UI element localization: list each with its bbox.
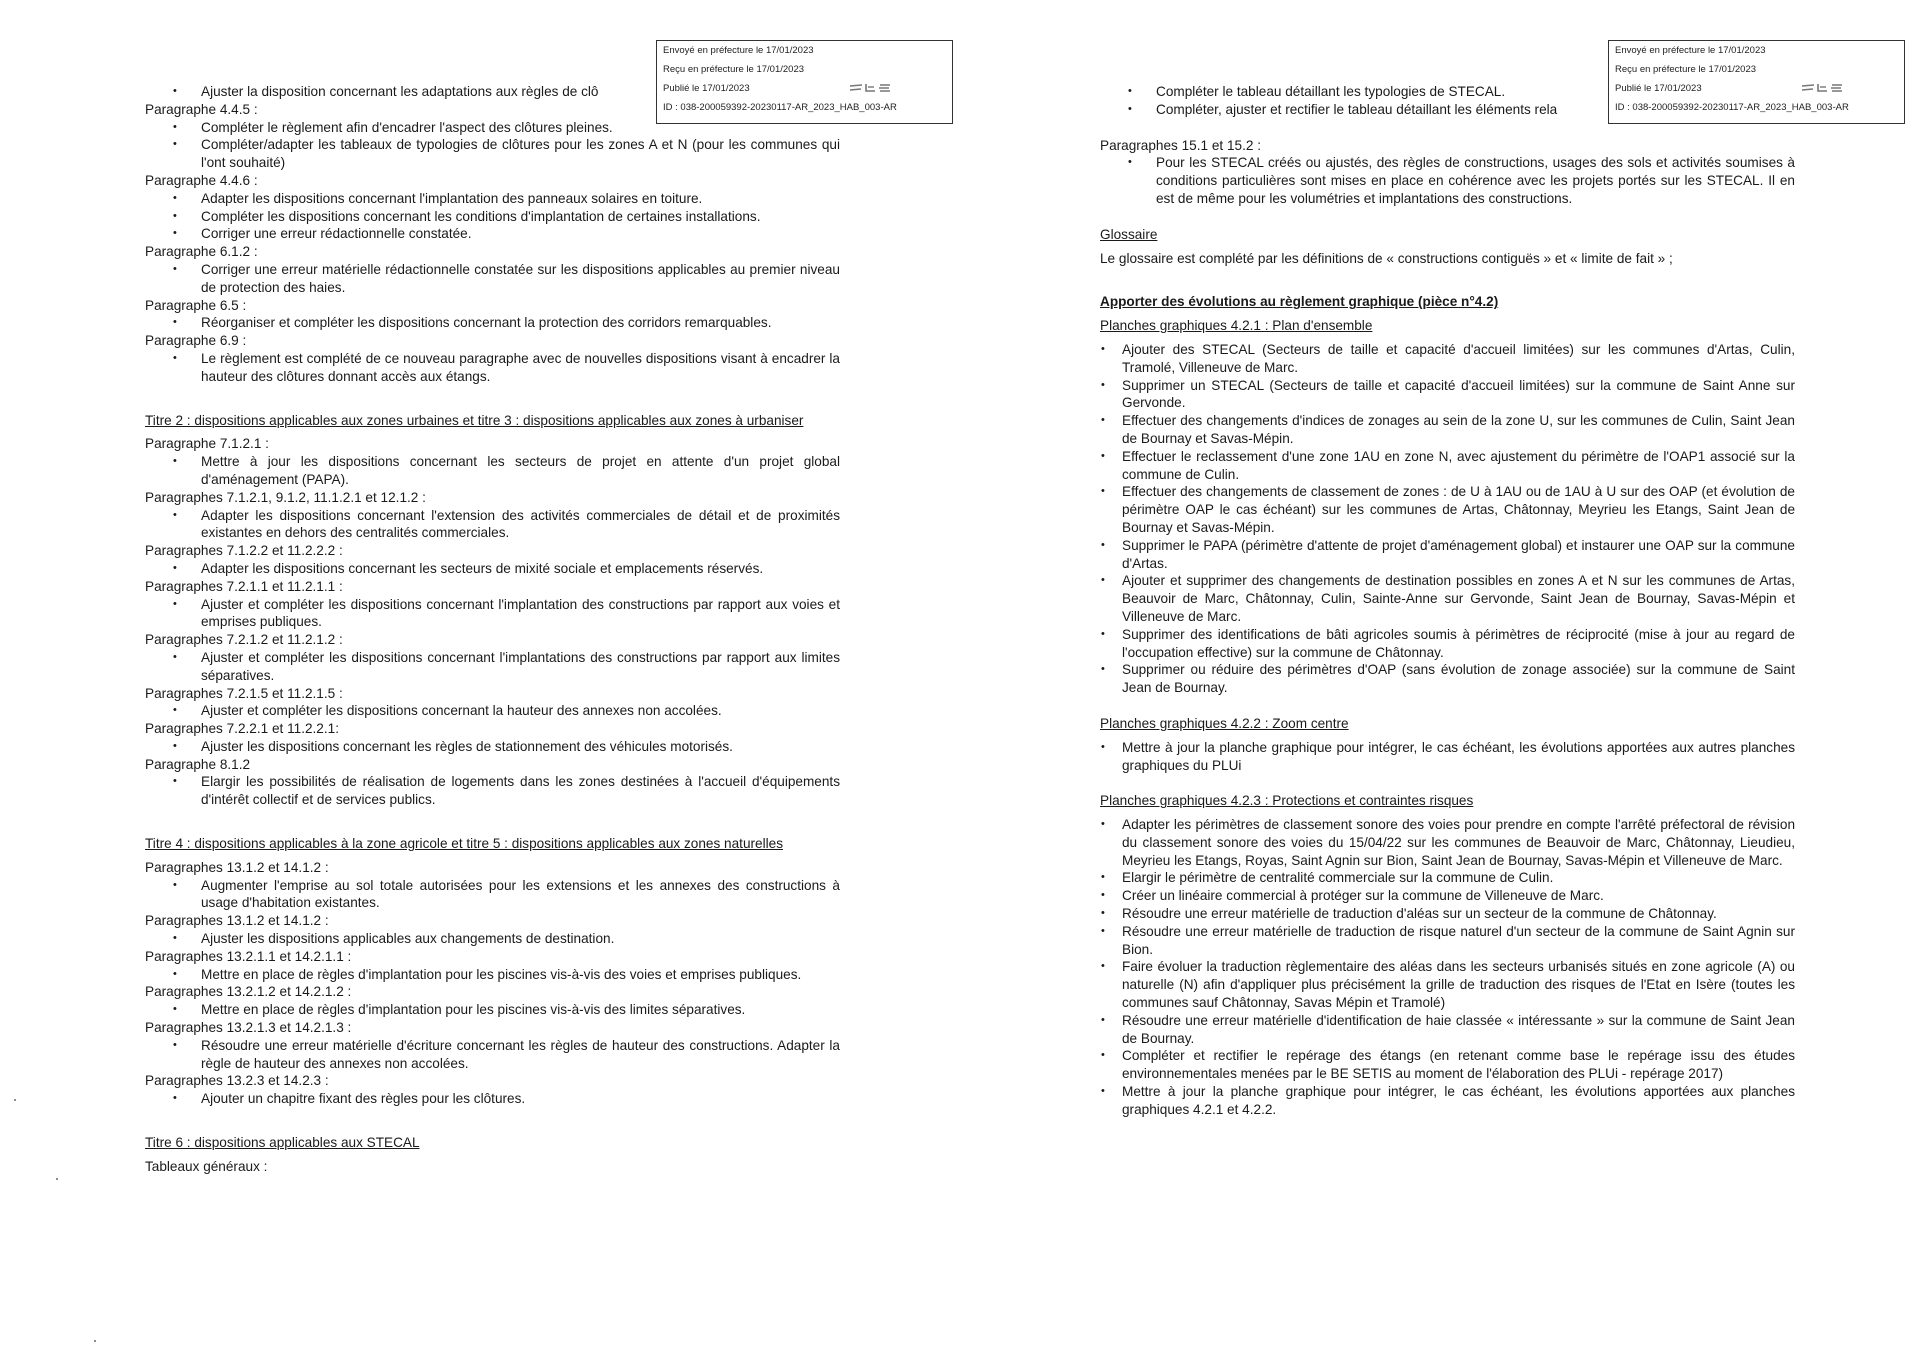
paragraph-heading: Paragraphes 7.2.1.2 et 11.2.1.2 : bbox=[145, 632, 343, 648]
glossaire-title: Glossaire bbox=[1100, 226, 1158, 242]
stamp-envoye: Envoyé en préfecture le 17/01/2023 bbox=[663, 45, 814, 56]
bullet-list bbox=[145, 877, 840, 913]
slo-logo-icon bbox=[1800, 82, 1844, 94]
bullet-list bbox=[145, 649, 840, 685]
list-item: • Mettre en place de règles d'implantation pour les piscines vis-à-vis des limites séparatives. bbox=[145, 1001, 840, 1019]
list-item: • Résoudre une erreur matérielle d'écriture concernant les règles de hauteur des constructions. Adapter la règle de hauteur des annexes non accolées. bbox=[145, 1037, 840, 1073]
list-item: • Corriger une erreur matérielle rédactionnelle constatée sur les dispositions applicables au premier niveau de protection des haies. bbox=[145, 261, 840, 297]
planche-423-title: Planches graphiques 4.2.3 : Protections et contraintes risques bbox=[1100, 793, 1474, 809]
paragraph-heading: Paragraphes 7.1.2.1, 9.1.2, 11.1.2.1 et 12.1.2 : bbox=[145, 489, 426, 505]
list-item: • Ajouter et supprimer des changements de destination possibles en zones A et N sur les communes de Artas, Beauvoir de Marc, Châtonnay, Culin, Sainte-Anne sur Gervonde, Saint Jean de Bournay, Savas-Mépin et Villeneuve de Marc. bbox=[1100, 572, 1795, 625]
list-item: • Mettre en place de règles d'implantation pour les piscines vis-à-vis des voies et emprises publiques. bbox=[145, 966, 840, 984]
list-item: • Effectuer le reclassement d'une zone 1AU en zone N, avec ajustement du périmètre de l'OAP1 associé sur la commune de Culin. bbox=[1100, 448, 1795, 484]
list-item: • Le règlement est complété de ce nouveau paragraphe avec de nouvelles dispositions visant à encadrer la hauteur des clôtures donnant accès aux étangs. bbox=[145, 350, 840, 386]
list-item: • Ajuster la disposition concernant les adaptations aux règles de clô bbox=[145, 83, 840, 101]
list-item: • Supprimer un STECAL (Secteurs de taille et capacité d'accueil limitées) sur la commune de Saint Anne sur Gervonde. bbox=[1100, 377, 1795, 413]
paragraph-heading: Paragraphes 7.1.2.2 et 11.2.2.2 : bbox=[145, 543, 343, 559]
bullet-list bbox=[1100, 739, 1795, 775]
list-item: • Adapter les dispositions concernant les secteurs de mixité sociale et emplacements réservés. bbox=[145, 560, 840, 578]
paragraph-heading: Paragraphes 15.1 et 15.2 : bbox=[1100, 137, 1261, 153]
list-item: • Adapter les périmètres de classement sonore des voies pour prendre en compte l'arrêté préfectoral de révision du classement sonore des voies du 15/04/22 sur les communes de Beauvoir de Marc, Châtonnay, Lieudieu, Meyrieu les Etangs, Royas, Saint Agnin sur Bion, Saint Jean de Bournay, Savas-Mépin et Villeneuve de Marc. bbox=[1100, 816, 1795, 869]
list-item: • Compléter le règlement afin d'encadrer l'aspect des clôtures pleines. bbox=[145, 119, 840, 137]
planche-421-title: Planches graphiques 4.2.1 : Plan d'ensemble bbox=[1100, 318, 1373, 334]
list-item: • Ajouter un chapitre fixant des règles pour les clôtures. bbox=[145, 1090, 840, 1108]
bullet-list bbox=[145, 702, 840, 720]
paragraph-heading: Paragraphe 4.4.6 : bbox=[145, 172, 258, 188]
list-item: • Corriger une erreur rédactionnelle constatée. bbox=[145, 225, 840, 243]
stamp-id: ID : 038-200059392-20230117-AR_2023_HAB_003-AR bbox=[1615, 102, 1849, 113]
planche-422-title: Planches graphiques 4.2.2 : Zoom centre bbox=[1100, 715, 1349, 731]
glossaire-text: Le glossaire est complété par les définitions de « constructions contiguës » et « limite de fait » ; bbox=[1100, 250, 1673, 266]
list-item: • Ajuster et compléter les dispositions concernant l'implantations des constructions par rapport aux limites séparatives. bbox=[145, 649, 840, 685]
list-item: • Adapter les dispositions concernant l'extension des activités commerciales de détail et de proximités existantes en dehors des centralités commerciales. bbox=[145, 507, 840, 543]
bullet-list bbox=[145, 119, 840, 172]
bullet-list bbox=[145, 190, 840, 243]
list-item: • Compléter le tableau détaillant les typologies de STECAL. bbox=[1100, 83, 1795, 101]
bullet-list bbox=[145, 596, 840, 632]
stamp-publie: Publié le 17/01/2023 bbox=[663, 83, 750, 94]
list-item: • Ajuster les dispositions applicables aux changements de destination. bbox=[145, 930, 840, 948]
section-title-titre-4: Titre 4 : dispositions applicables à la zone agricole et titre 5 : dispositions applicables aux zones naturelles bbox=[145, 836, 784, 852]
list-item: • Adapter les dispositions concernant l'implantation des panneaux solaires en toiture. bbox=[145, 190, 840, 208]
bullet-list bbox=[145, 507, 840, 543]
list-item: • Résoudre une erreur matérielle d'identification de haie classée « intéressante » sur la commune de Saint Jean de Bournay. bbox=[1100, 1012, 1795, 1048]
bullet-list bbox=[145, 966, 840, 984]
list-item: • Augmenter l'emprise au sol totale autorisées pour les extensions et les annexes des constructions à usage d'habitation existantes. bbox=[145, 877, 840, 913]
paragraph-heading: Paragraphe 6.5 : bbox=[145, 297, 247, 313]
list-item: • Compléter, ajuster et rectifier le tableau détaillant les éléments rela bbox=[1100, 101, 1795, 119]
bullet-list bbox=[145, 261, 840, 297]
bullet-list bbox=[145, 453, 840, 489]
left-column bbox=[145, 83, 840, 1176]
stamp-publie: Publié le 17/01/2023 bbox=[1615, 83, 1702, 94]
bullet-list bbox=[145, 350, 840, 386]
paragraph-heading: Paragraphes 7.2.2.1 et 11.2.2.1: bbox=[145, 721, 339, 737]
list-item: • Mettre à jour les dispositions concernant les secteurs de projet en attente d'un projet global d'aménagement (PAPA). bbox=[145, 453, 840, 489]
scan-speck bbox=[14, 1099, 16, 1101]
section-title-titre-6: Titre 6 : dispositions applicables aux STECAL bbox=[145, 1135, 420, 1151]
prefecture-stamp bbox=[656, 40, 953, 124]
list-item: • Faire évoluer la traduction règlementaire des aléas dans les secteurs urbanisés situés en zone agricole (A) ou naturelle (N) afin d'appliquer plus précisément la grille de traduction des risques de l'Etat en Isère (toutes les communes sauf Châtonnay, Savas Mépin et Tramolé) bbox=[1100, 958, 1795, 1011]
list-item: • Effectuer des changements de classement de zones : de U à 1AU ou de 1AU à U sur des OAP (et évolution de périmètre OAP le cas échéant) sur les communes de Artas, Châtonnay, Meyrieu les Etangs, Saint Jean de Bournay et Savas-Mépin. bbox=[1100, 483, 1795, 536]
bullet-list bbox=[145, 314, 840, 332]
list-item: • Résoudre une erreur matérielle de traduction de risque naturel d'un secteur de la commune de Saint Agnin sur Bion. bbox=[1100, 923, 1795, 959]
list-item: • Compléter et rectifier le repérage des étangs (en retenant comme base le repérage issu des études environnementales menées par le BE SETIS au moment de l'élaboration des PLUi - repérage 2017) bbox=[1100, 1047, 1795, 1083]
paragraph-heading: Paragraphes 13.2.1.2 et 14.2.1.2 : bbox=[145, 984, 352, 1000]
list-item: • Supprimer des identifications de bâti agricoles soumis à périmètres de réciprocité (mise à jour au regard de l'occupation effective) sur la commune de Châtonnay. bbox=[1100, 626, 1795, 662]
scan-speck bbox=[94, 1340, 96, 1342]
bullet-list bbox=[1100, 154, 1795, 207]
paragraph-heading: Paragraphes 7.2.1.5 et 11.2.1.5 : bbox=[145, 685, 343, 701]
prefecture-stamp bbox=[1608, 40, 1905, 124]
paragraph-heading: Paragraphe 6.1.2 : bbox=[145, 244, 258, 260]
list-item: • Effectuer des changements d'indices de zonages au sein de la zone U, sur les communes de Culin, Saint Jean de Bournay et Savas-Mépin. bbox=[1100, 412, 1795, 448]
list-item: • Supprimer le PAPA (périmètre d'attente de projet d'aménagement global) et instaurer une OAP sur la commune d'Artas. bbox=[1100, 537, 1795, 573]
paragraph-heading: Paragraphe 4.4.5 : bbox=[145, 101, 258, 117]
list-item: • Réorganiser et compléter les dispositions concernant la protection des corridors remarquables. bbox=[145, 314, 840, 332]
stamp-envoye: Envoyé en préfecture le 17/01/2023 bbox=[1615, 45, 1766, 56]
main-section-title: Apporter des évolutions au règlement graphique (pièce n°4.2) bbox=[1100, 294, 1499, 310]
list-item: • Compléter/adapter les tableaux de typologies de clôtures pour les zones A et N (pour les communes qui l'ont souhaité) bbox=[145, 136, 840, 172]
list-item: • Ajuster les dispositions concernant les règles de stationnement des véhicules motorisés. bbox=[145, 738, 840, 756]
bullet-list bbox=[145, 1090, 840, 1108]
list-item: • Pour les STECAL créés ou ajustés, des règles de constructions, usages des sols et activités soumises à conditions particulières sont mises en place en cohérence avec les projets portés sur les STECAL. Il en est de même pour les volumétries et implantations des constructions. bbox=[1100, 154, 1795, 207]
bullet-list bbox=[145, 773, 840, 809]
tableaux-heading: Tableaux généraux : bbox=[145, 1158, 268, 1174]
list-item: • Elargir les possibilités de réalisation de logements dans les zones destinées à l'accueil d'équipements d'intérêt collectif et de services publics. bbox=[145, 773, 840, 809]
bullet-list bbox=[145, 930, 840, 948]
paragraph-heading: Paragraphes 13.1.2 et 14.1.2 : bbox=[145, 913, 329, 929]
list-item: • Mettre à jour la planche graphique pour intégrer, le cas échéant, les évolutions apportées aux autres planches graphiques du PLUi bbox=[1100, 739, 1795, 775]
paragraph-heading: Paragraphe 6.9 : bbox=[145, 333, 247, 349]
list-item: • Elargir le périmètre de centralité commerciale sur la commune de Culin. bbox=[1100, 869, 1795, 887]
paragraph-heading: Paragraphes 13.2.1.3 et 14.2.1.3 : bbox=[145, 1020, 352, 1036]
bullet-list bbox=[1100, 816, 1795, 1119]
bullet-list bbox=[145, 1001, 840, 1019]
slo-logo-icon bbox=[848, 82, 892, 94]
right-column bbox=[1100, 83, 1795, 1119]
list-item: • Ajouter des STECAL (Secteurs de taille et capacité d'accueil limitées) sur les communes d'Artas, Culin, Tramolé, Villeneuve de Marc. bbox=[1100, 341, 1795, 377]
list-item: • Supprimer ou réduire des périmètres d'OAP (sans évolution de zonage associée) sur la commune de Saint Jean de Bournay. bbox=[1100, 661, 1795, 697]
stamp-recu: Reçu en préfecture le 17/01/2023 bbox=[1615, 64, 1757, 75]
paragraph-heading: Paragraphes 13.1.2 et 14.1.2 : bbox=[145, 859, 329, 875]
bullet-list bbox=[145, 738, 840, 756]
list-item: • Compléter les dispositions concernant les conditions d'implantation de certaines installations. bbox=[145, 208, 840, 226]
paragraph-heading: Paragraphe 7.1.2.1 : bbox=[145, 436, 269, 452]
paragraph-heading: Paragraphes 13.2.1.1 et 14.2.1.1 : bbox=[145, 948, 352, 964]
bullet-list bbox=[145, 1037, 840, 1073]
list-item: • Ajuster et compléter les dispositions concernant la hauteur des annexes non accolées. bbox=[145, 702, 840, 720]
stamp-id: ID : 038-200059392-20230117-AR_2023_HAB_003-AR bbox=[663, 102, 897, 113]
paragraph-heading: Paragraphe 8.1.2 bbox=[145, 756, 251, 772]
stamp-recu: Reçu en préfecture le 17/01/2023 bbox=[663, 64, 805, 75]
list-item: • Ajuster et compléter les dispositions concernant l'implantation des constructions par rapport aux voies et emprises publiques. bbox=[145, 596, 840, 632]
bullet-list bbox=[1100, 341, 1795, 697]
section-title-titre-2: Titre 2 : dispositions applicables aux zones urbaines et titre 3 : dispositions applicables aux zones à urbaniser bbox=[145, 412, 804, 428]
list-item: • Résoudre une erreur matérielle de traduction d'aléas sur un secteur de la commune de Châtonnay. bbox=[1100, 905, 1795, 923]
list-item: • Mettre à jour la planche graphique pour intégrer, le cas échéant, les évolutions apportées aux planches graphiques 4.2.1 et 4.2.2. bbox=[1100, 1083, 1795, 1119]
scan-speck bbox=[56, 1178, 58, 1180]
paragraph-heading: Paragraphes 7.2.1.1 et 11.2.1.1 : bbox=[145, 578, 343, 594]
paragraph-heading: Paragraphes 13.2.3 et 14.2.3 : bbox=[145, 1073, 329, 1089]
bullet-list bbox=[145, 560, 840, 578]
list-item: • Créer un linéaire commercial à protéger sur la commune de Villeneuve de Marc. bbox=[1100, 887, 1795, 905]
